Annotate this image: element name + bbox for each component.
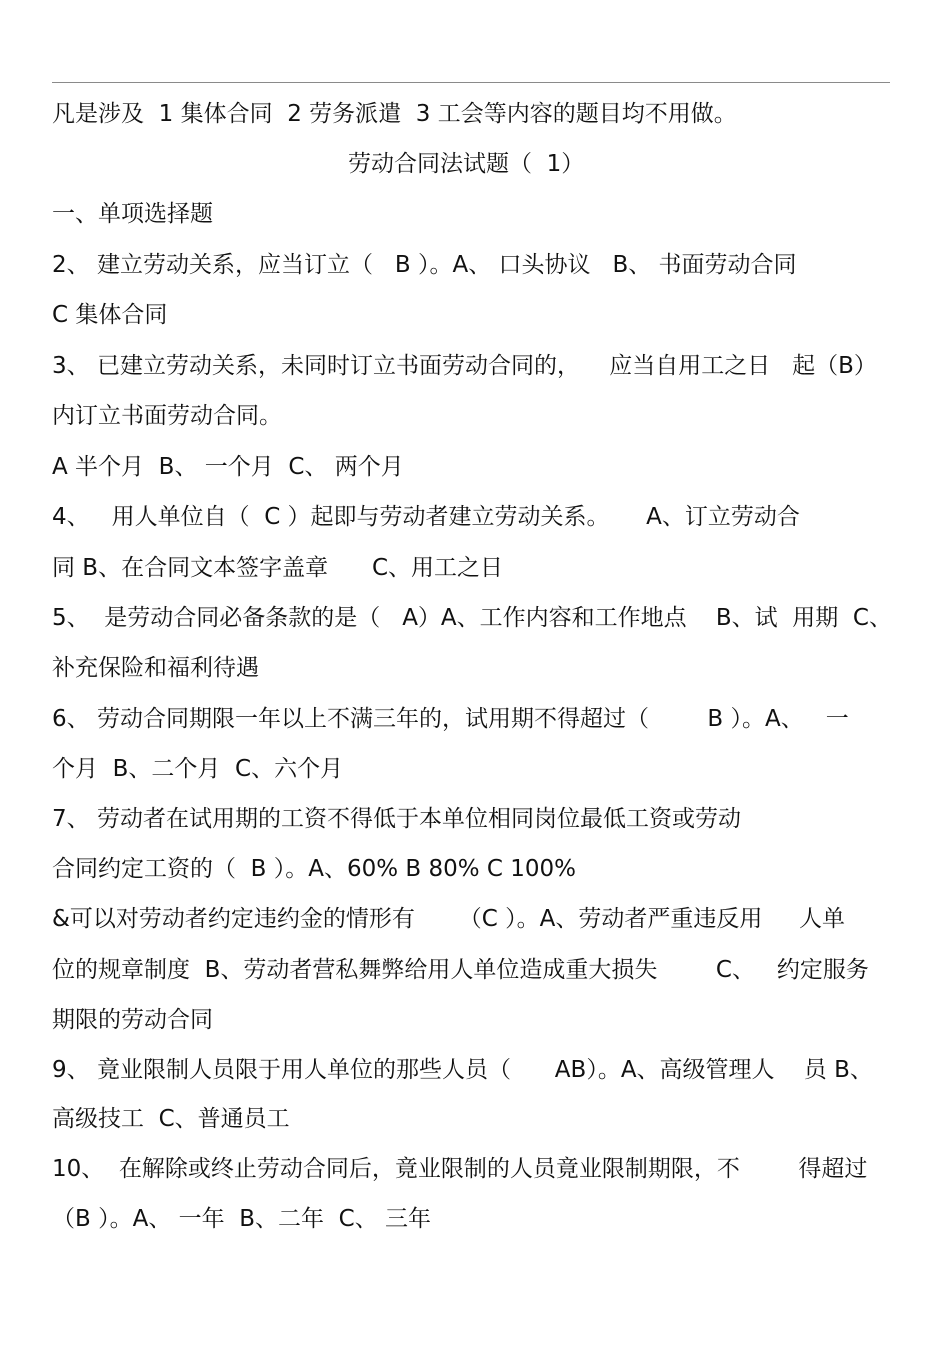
- question-line: 期限的劳动合同: [52, 1007, 213, 1033]
- question-line: 内订立书面劳动合同。: [52, 403, 282, 429]
- section-heading: 一、单项选择题: [52, 201, 213, 227]
- question-line: &可以对劳动者约定违约金的情形有 （C ）。A、劳动者严重违反用 人单: [52, 906, 845, 932]
- question-line: 3、 已建立劳动关系，未同时订立书面劳动合同的， 应当自用工之日 起（B）: [52, 353, 877, 379]
- page-title: 劳动合同法试题（ 1）: [348, 151, 585, 177]
- question-line: 6、 劳动合同期限一年以上不满三年的，试用期不得超过（ B ）。A、 一: [52, 706, 849, 732]
- question-line: C 集体合同: [52, 302, 168, 328]
- question-line: 7、 劳动者在试用期的工资不得低于本单位相同岗位最低工资或劳动: [52, 806, 741, 832]
- question-line: 高级技工 C、普通员工: [52, 1106, 290, 1132]
- question-line: （B ）。A、 一年 B、二年 C、 三年: [52, 1206, 432, 1232]
- question-line: 位的规章制度 B、劳动者营私舞弊给用人单位造成重大损失 C、 约定服务: [52, 957, 869, 983]
- question-line: 合同约定工资的（ B ）。A、60% B 80% C 100%: [52, 856, 577, 882]
- question-line: 4、 用人单位自（ C ）起即与劳动者建立劳动关系。 A、订立劳动合: [52, 504, 800, 530]
- question-line: 补充保险和福利待遇: [52, 655, 259, 681]
- header-rule: [52, 82, 890, 83]
- question-line: 2、 建立劳动关系，应当订立（ B ）。A、 口头协议 B、 书面劳动合同: [52, 252, 797, 278]
- question-line: 10、 在解除或终止劳动合同后，竟业限制的人员竟业限制期限，不 得超过: [52, 1156, 868, 1182]
- question-line: 5、 是劳动合同必备条款的是（ A）A、工作内容和工作地点 B、试 用期 C、: [52, 605, 892, 631]
- question-line: 9、 竟业限制人员限于用人单位的那些人员（ AB）。A、高级管理人 员 B、: [52, 1057, 873, 1083]
- question-line: A 半个月 B、 一个月 C、 两个月: [52, 454, 404, 480]
- question-line: 同 B、在合同文本签字盖章 C、用工之日: [52, 555, 504, 581]
- notice-text: 凡是涉及 1 集体合同 2 劳务派遣 3 工会等内容的题目均不用做。: [52, 101, 737, 127]
- question-line: 个月 B、二个月 C、六个月: [52, 756, 344, 782]
